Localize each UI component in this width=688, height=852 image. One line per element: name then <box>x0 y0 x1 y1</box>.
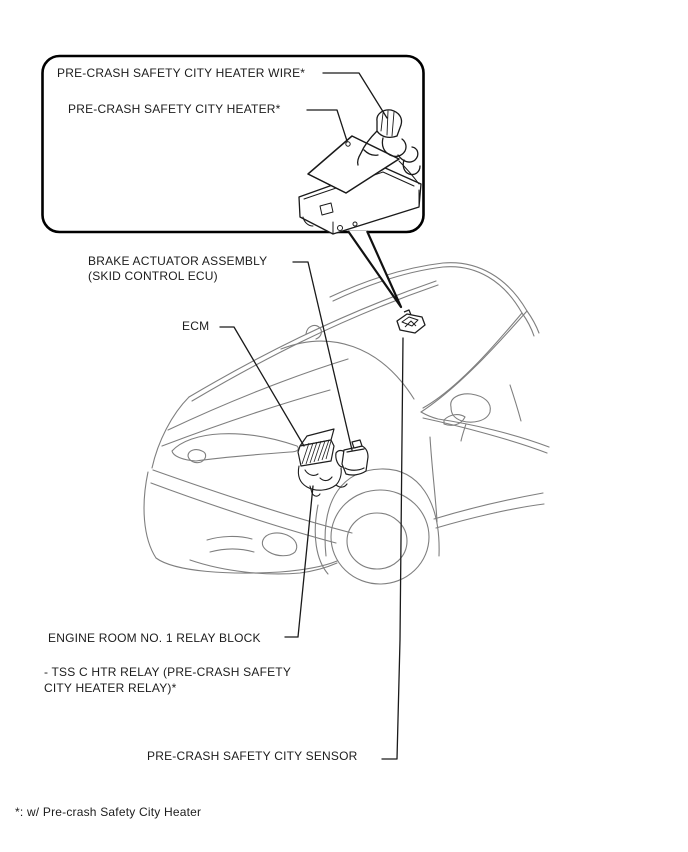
label-relay-block: ENGINE ROOM NO. 1 RELAY BLOCK <box>48 631 261 645</box>
car-roof-line <box>330 263 527 311</box>
relay-block-illustration <box>298 466 347 496</box>
car-wheel-rim <box>347 513 407 569</box>
label-tss-relay <box>44 664 291 696</box>
sensor-illustration <box>397 310 425 333</box>
leader-relay-block <box>285 486 313 637</box>
leader-sensor <box>382 338 403 759</box>
leader-ecm <box>220 327 304 446</box>
label-brake-actuator <box>88 254 267 284</box>
car-belt-line <box>421 412 549 447</box>
label-brake-actuator-line1: BRAKE ACTUATOR ASSEMBLY <box>88 254 268 268</box>
car-cowl-bump <box>306 326 321 339</box>
label-tss-relay-line1: - TSS C HTR RELAY (PRE-CRASH SAFETY <box>44 665 292 679</box>
car-headlight <box>172 434 298 461</box>
car-cowl-inner <box>281 341 414 399</box>
label-heater-wire: PRE-CRASH SAFETY CITY HEATER WIRE* <box>57 66 306 80</box>
car-grille-slat <box>207 536 252 540</box>
car-mirror <box>451 394 491 422</box>
car-cowl-line <box>189 281 436 397</box>
label-heater: PRE-CRASH SAFETY CITY HEATER* <box>68 102 281 116</box>
label-ecm: ECM <box>182 319 210 333</box>
car-roof-rear-2 <box>522 313 534 336</box>
car-b-pillar <box>510 385 521 421</box>
brake-actuator-illustration <box>336 440 368 475</box>
car-hood-crease <box>168 359 348 430</box>
car-mirror-base <box>461 424 466 441</box>
callout-box-tail <box>348 231 401 307</box>
car-tire <box>331 490 429 584</box>
label-tss-relay-line2: CITY HEATER RELAY)* <box>44 681 177 695</box>
footnote: *: w/ Pre-crash Safety City Heater <box>15 805 202 819</box>
ecm-illustration <box>298 429 334 466</box>
car-cowl-line-2 <box>192 285 438 401</box>
car-fog-lamp <box>262 533 296 556</box>
label-sensor: PRE-CRASH SAFETY CITY SENSOR <box>147 749 358 763</box>
car-rocker-line-2 <box>436 504 544 528</box>
leader-brake-actuator <box>293 262 352 450</box>
car-fender-top <box>152 397 189 468</box>
car-roof-rear <box>527 311 539 333</box>
car-grille-slat-2 <box>210 549 254 552</box>
label-brake-actuator-line2: (SKID CONTROL ECU) <box>88 269 218 283</box>
car-illustration <box>144 263 549 584</box>
car-roof-line-2 <box>333 267 522 313</box>
car-belt-line-2 <box>423 418 547 453</box>
